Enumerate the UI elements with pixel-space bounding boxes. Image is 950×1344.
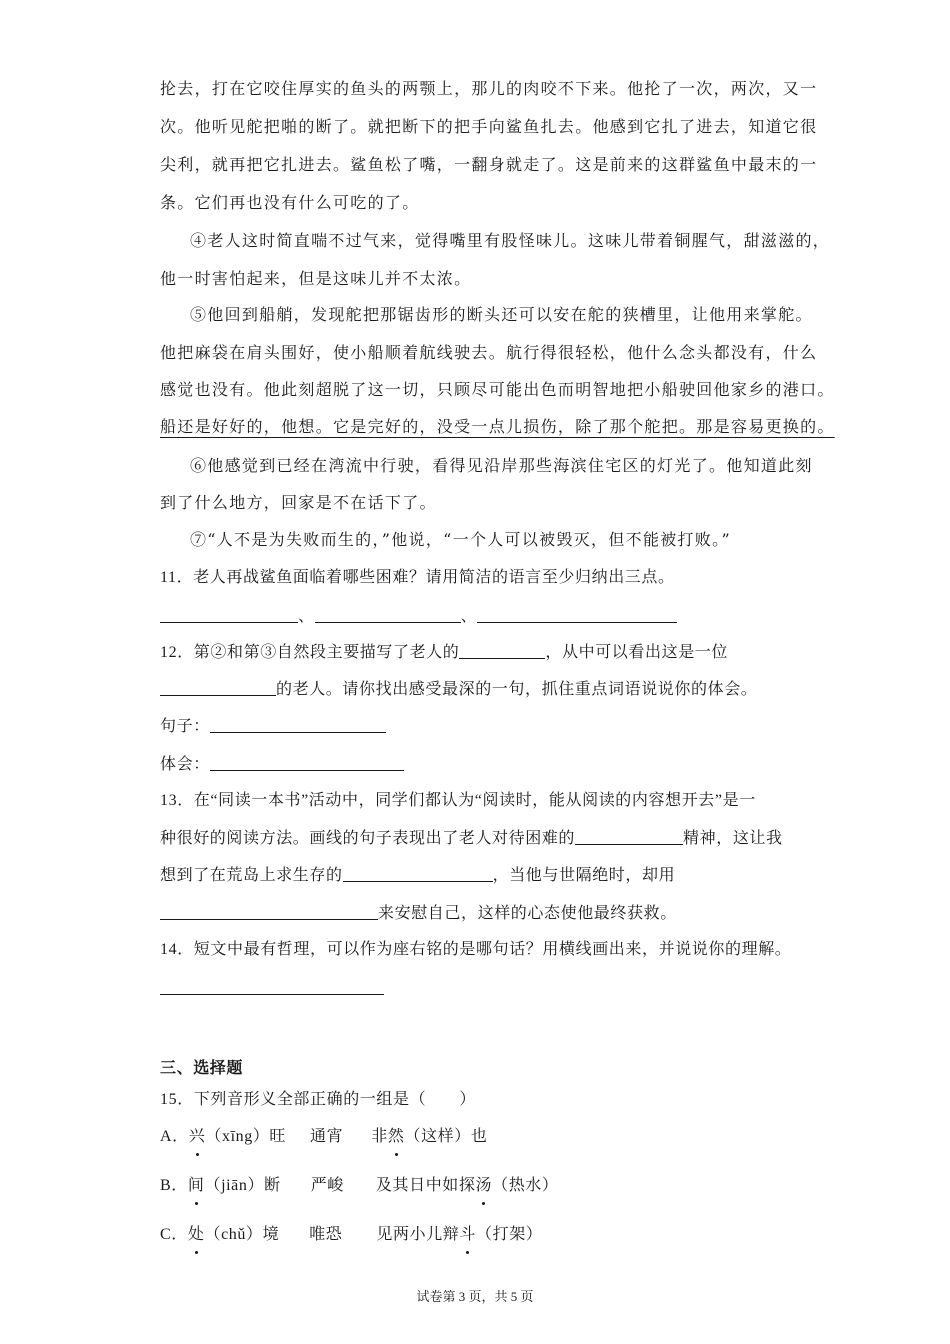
question-13-text: 精神，这让我 xyxy=(683,830,783,847)
paragraph-5-line: ⑤他回到船艄，发现舵把那锯齿形的断头还可以安在舵的狭槽里，让他用来掌舵。 xyxy=(190,305,813,324)
passage-line: 条。它们再也没有什么可吃的了。 xyxy=(160,193,420,212)
option-pinyin: （chǔ）境 xyxy=(204,1226,280,1243)
answer-blank[interactable] xyxy=(160,604,298,623)
question-11: 11．老人再战鲨鱼面临着哪些困难？请用简洁的语言至少归纳出三点。 xyxy=(160,569,675,586)
paragraph-7: ⑦“人不是为失败而生的，”他说，“一个人可以被毁灭，但不能被打败。” xyxy=(190,530,731,549)
question-13-line-1: 13．在“同读一本书”活动中，同学们都认为“阅读时，能从阅读的内容想开去”是一 xyxy=(160,792,756,809)
question-13-text: 想到了在荒岛上求生存的 xyxy=(160,867,343,884)
option-word: 严峻 xyxy=(310,1177,344,1194)
passage-line: 抡去，打在它咬住厚实的鱼头的两颚上，那儿的肉咬不下来。他抡了一次，两次，又一 xyxy=(160,79,818,98)
page-footer: 试卷第 3 页，共 5 页 xyxy=(416,1289,534,1304)
paragraph-4-line: 他一时害怕起来，但是这味儿并不太浓。 xyxy=(160,269,472,288)
question-11-answer-row xyxy=(160,604,792,629)
option-word: 唯恐 xyxy=(309,1226,343,1243)
option-word: 通宵 xyxy=(310,1128,344,1145)
question-15: 15．下列音形义全部正确的一组是（ ） xyxy=(160,1091,477,1108)
paragraph-5-line: 他把麻袋在肩头围好，使小船顺着航线驶去。航行得很轻松，他什么念头都没有，什么 xyxy=(160,343,818,362)
dotted-char: 然 xyxy=(388,1125,405,1149)
option-pinyin: （jiān）断 xyxy=(204,1177,281,1194)
passage-line: 尖利，就再把它扎进去。鲨鱼松了嘴，一翻身就走了。这是前来的这群鲨鱼中最末的一 xyxy=(160,155,818,174)
sentence-label: 句子： xyxy=(160,718,210,735)
option-word: 见两小儿辩 xyxy=(376,1226,460,1243)
dotted-char: 间 xyxy=(188,1174,205,1198)
sentence-blank[interactable] xyxy=(210,714,386,733)
answer-blank[interactable] xyxy=(477,604,677,623)
feeling-blank[interactable] xyxy=(210,752,404,771)
answer-blank[interactable] xyxy=(343,863,493,882)
question-13-line-4 xyxy=(160,901,792,926)
paragraph-5-line: 感觉也没有。他此刻超脱了这一切，只顾尽可能出色而明智地把小船驶回他家乡的港口。 xyxy=(160,380,835,399)
option-word: （打架） xyxy=(476,1226,543,1243)
paragraph-6-line: ⑥他感觉到已经在湾流中行驶，看得见沿岸那些海滨住宅区的灯光了。他知道此刻 xyxy=(190,456,813,475)
separator: 、 xyxy=(460,608,478,625)
option-word: 非 xyxy=(371,1128,388,1145)
option-c[interactable] xyxy=(160,1223,792,1247)
dotted-char: 汤 xyxy=(476,1174,493,1198)
option-word: 及其日中如探 xyxy=(375,1177,476,1194)
question-12-line-1 xyxy=(160,640,792,665)
answer-blank[interactable] xyxy=(575,826,683,845)
section-heading: 三、选择题 xyxy=(160,1060,244,1077)
passage-line: 次。他听见舵把啪的断了。就把断下的把手向鲨鱼扎去。他感到它扎了进去，知道它很 xyxy=(160,117,818,136)
question-12-text: 12．第②和第③自然段主要描写了老人的 xyxy=(160,644,460,661)
question-12-text: 的老人。请你找出感受最深的一句，抓住重点词语说说你的体会。 xyxy=(276,681,758,698)
answer-blank[interactable] xyxy=(160,677,276,696)
separator: 、 xyxy=(298,608,315,625)
sentence-row xyxy=(160,714,792,739)
question-13-text: 种很好的阅读方法。画线的句子表现出了老人对待困难的 xyxy=(160,830,576,847)
dotted-char: 处 xyxy=(188,1223,205,1247)
answer-blank[interactable] xyxy=(160,901,378,920)
option-word: （这样）也 xyxy=(404,1128,488,1145)
paragraph-6-line: 到了什么地方，回家是不在话下了。 xyxy=(160,493,437,512)
dotted-char: 斗 xyxy=(459,1223,476,1247)
question-13-text: 来安慰自己，这样的心态使他最终获救。 xyxy=(378,905,677,922)
feeling-label: 体会： xyxy=(160,756,210,773)
question-13-line-3 xyxy=(160,863,792,888)
question-12-text: ，从中可以看出这是一位 xyxy=(545,644,729,661)
feeling-row xyxy=(160,752,792,777)
answer-blank[interactable] xyxy=(315,604,461,623)
option-label: C． xyxy=(160,1226,188,1243)
paragraph-4-line: ④老人这时简直喘不过气来，觉得嘴里有股怪味儿。这味儿带着铜腥气，甜滋滋的， xyxy=(190,231,831,250)
answer-blank[interactable] xyxy=(160,976,384,995)
option-b[interactable] xyxy=(160,1174,792,1198)
question-14-answer-row xyxy=(160,976,792,1001)
option-label: A． xyxy=(160,1128,189,1145)
answer-blank[interactable] xyxy=(459,640,545,659)
option-label: B． xyxy=(160,1177,188,1194)
question-12-line-2 xyxy=(160,677,792,702)
question-14: 14．短文中最有哲理，可以作为座右铭的是哪句话？用横线画出来，并说说你的理解。 xyxy=(160,941,792,958)
question-13-line-2 xyxy=(160,826,792,851)
option-a[interactable] xyxy=(160,1125,792,1149)
question-13-text: ，当他与世隔绝时，却用 xyxy=(492,867,676,884)
option-pinyin: （xīng）旺 xyxy=(205,1128,287,1145)
option-word: （热水） xyxy=(492,1177,559,1194)
underlined-sentence: 船还是好好的，他想。它是完好的，没受一点儿损伤，除了那个舵把。那是容易更换的。 xyxy=(160,417,835,436)
dotted-char: 兴 xyxy=(189,1125,206,1149)
